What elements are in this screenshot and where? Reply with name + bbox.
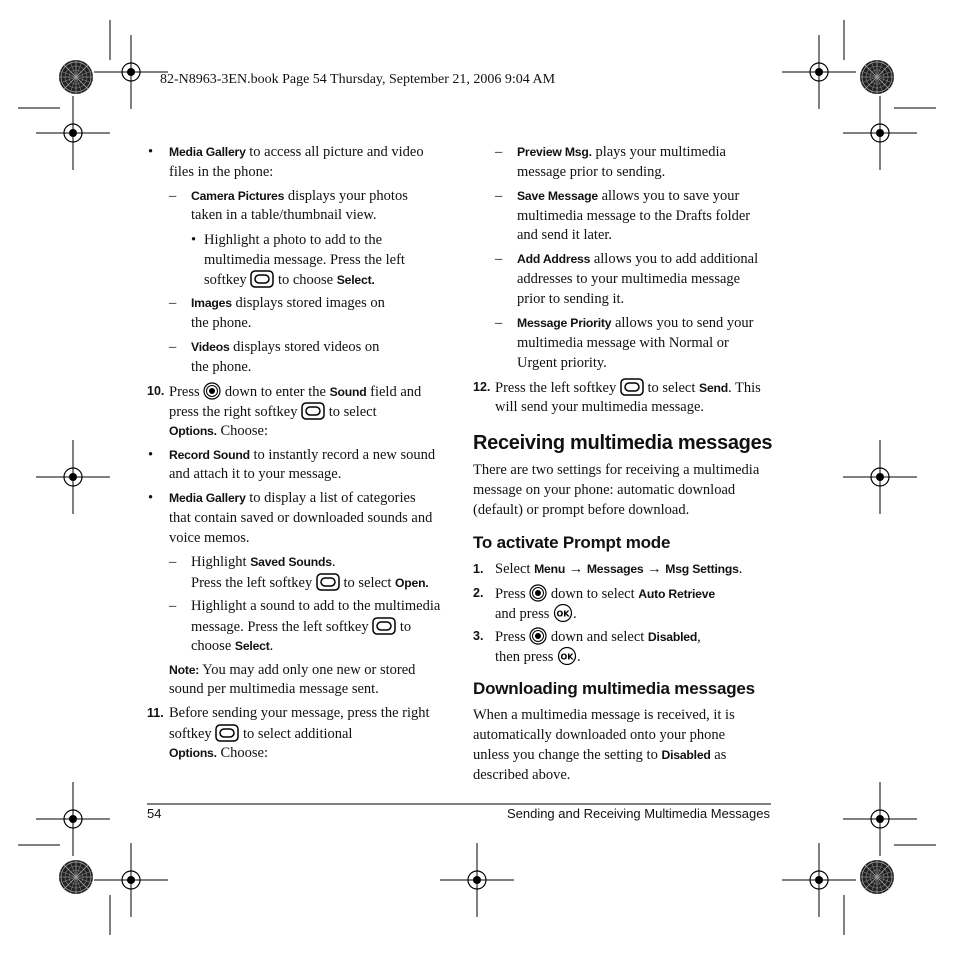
- ok-key-icon: [557, 647, 577, 672]
- text-line: Press the left softkey to select Open.: [191, 573, 429, 598]
- svg-text:OK: OK: [560, 652, 574, 662]
- images-item: Images displays stored images on: [191, 295, 385, 311]
- save-message-item: Save Message allows you to save your: [517, 188, 740, 204]
- record-sound-item: Record Sound to instantly record a new sound: [169, 447, 436, 463]
- text-line: message prior to sending.: [517, 164, 666, 180]
- text-line: files in the phone:: [169, 164, 274, 180]
- text-line: sound per multimedia message sent.: [169, 681, 379, 697]
- text-line: will send your multimedia message.: [495, 399, 705, 415]
- chapter-title: Sending and Receiving Multimedia Messages: [506, 806, 770, 821]
- camera-pictures-item: Camera Pictures displays your photos: [191, 188, 408, 204]
- section-heading-receiving: Receiving multimedia messages: [473, 432, 773, 454]
- step-number: 1.: [473, 562, 484, 576]
- text-line: voice memos.: [169, 530, 250, 546]
- dash: –: [495, 188, 503, 204]
- text-line: addresses to your multimedia message: [517, 271, 741, 287]
- text-line: There are two settings for receiving a multimedia: [473, 462, 760, 478]
- softkey-icon: [250, 270, 274, 295]
- subheading-downloading: Downloading multimedia messages: [473, 679, 755, 698]
- softkey-icon: [301, 402, 325, 427]
- text-line: Press the left softkey to select Send. This: [495, 378, 761, 403]
- text-line: When a multimedia message is received, it is: [473, 707, 735, 723]
- text-line: multimedia message with Normal or: [517, 335, 729, 351]
- text-line: multimedia message to the Drafts folder: [517, 208, 751, 224]
- text-line: prior to sending it.: [517, 291, 625, 307]
- preview-msg-item: Preview Msg. plays your multimedia: [517, 144, 726, 160]
- text-line: taken in a table/thumbnail view.: [191, 207, 377, 223]
- text-line: that contain saved or downloaded sounds and: [169, 510, 433, 526]
- book-info-header: 82-N8963-3EN.book Page 54 Thursday, September 21, 2006 9:04 AM: [160, 72, 556, 87]
- svg-text:OK: OK: [556, 609, 570, 619]
- text-line: Press down to select Auto Retrieve: [495, 584, 715, 609]
- text-line: Highlight a photo to add to the: [204, 232, 383, 248]
- text-line: multimedia message. Press the left: [204, 252, 405, 268]
- text-line: message. Press the left softkey to: [191, 617, 411, 642]
- add-address-item: Add Address allows you to add additional: [517, 251, 759, 267]
- dash: –: [495, 144, 503, 160]
- step-number: 11.: [147, 706, 164, 720]
- text-line: message on your phone: automatic download: [473, 482, 736, 498]
- ok-key-icon: [553, 604, 573, 629]
- media-gallery-item: Media Gallery to access all picture and video: [169, 144, 424, 160]
- step-number: 2.: [473, 586, 484, 600]
- videos-item: Videos displays stored videos on: [191, 339, 380, 355]
- text-line: Highlight Saved Sounds.: [191, 554, 336, 570]
- text-line: Options. Choose:: [169, 423, 268, 439]
- text-line: (default) or prompt before download.: [473, 502, 690, 518]
- subheading-prompt-mode: To activate Prompt mode: [473, 533, 671, 552]
- dash: –: [169, 295, 177, 311]
- step-number: 10.: [147, 384, 165, 398]
- dash: –: [169, 554, 177, 570]
- page-number: 54: [147, 806, 162, 821]
- text-line: and attach it to your message.: [169, 466, 342, 482]
- bullet-icon: •: [191, 232, 197, 248]
- dash: –: [169, 339, 177, 355]
- text-line: the phone.: [191, 359, 252, 375]
- text-line: then press OK .: [495, 647, 581, 672]
- text-line: the phone.: [191, 315, 252, 331]
- text-line: and send it later.: [517, 227, 613, 243]
- text-line: Highlight a sound to add to the multimedia: [191, 598, 441, 614]
- text-line: Before sending your message, press the right: [169, 705, 430, 721]
- dash: –: [169, 598, 177, 614]
- text-line: softkey to select additional: [169, 724, 352, 749]
- bullet-icon: •: [148, 447, 154, 463]
- text-line: and press OK .: [495, 604, 577, 629]
- bullet-icon: •: [148, 490, 154, 506]
- softkey-icon: [372, 617, 396, 642]
- bullet-icon: •: [148, 144, 154, 160]
- dash: –: [495, 315, 503, 331]
- media-gallery-item: Media Gallery to display a list of categories: [169, 490, 416, 506]
- text-line: Options. Choose:: [169, 745, 268, 761]
- step-number: 12.: [473, 380, 491, 394]
- softkey-icon: [316, 573, 340, 598]
- text-line: softkey to choose Select.: [204, 270, 375, 295]
- text-line: Press down and select Disabled,: [495, 627, 701, 652]
- dash: –: [495, 251, 503, 267]
- text-line: Press down to enter the Sound field and: [169, 382, 421, 407]
- dash: –: [169, 188, 177, 204]
- text-line: Select Menu → Messages → Msg Settings.: [495, 561, 743, 577]
- message-priority-item: Message Priority allows you to send your: [517, 315, 754, 331]
- text-line: automatically downloaded onto your phone: [473, 727, 726, 743]
- text-line: press the right softkey to select: [169, 402, 377, 427]
- step-number: 3.: [473, 629, 484, 643]
- text-line: described above.: [473, 767, 571, 783]
- text-line: choose Select.: [191, 638, 274, 654]
- text-line: unless you change the setting to Disabled as: [473, 747, 727, 763]
- note: Note: You may add only one new or stored: [169, 662, 416, 678]
- text-line: Urgent priority.: [517, 355, 607, 371]
